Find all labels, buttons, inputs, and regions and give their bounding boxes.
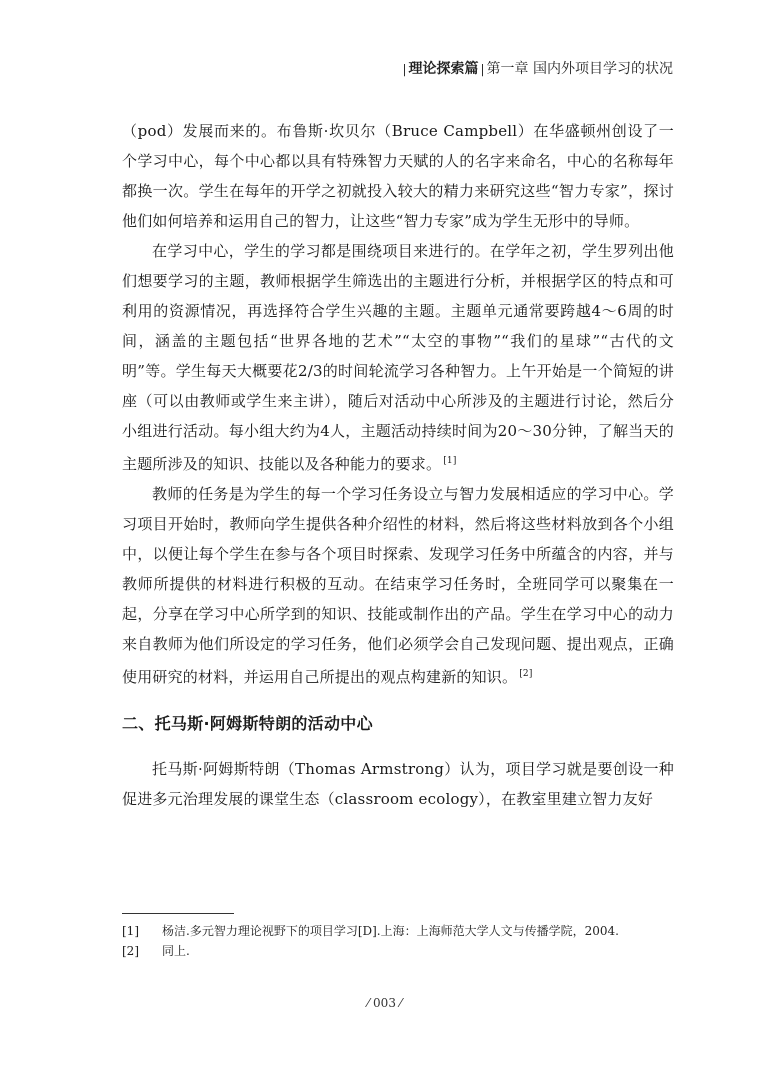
footnote-reference[interactable]: [1] bbox=[443, 456, 457, 466]
header-separator: | bbox=[402, 62, 407, 76]
paragraph bbox=[122, 116, 674, 236]
paragraph bbox=[122, 236, 674, 479]
paragraph bbox=[122, 754, 674, 814]
header-chapter-title: 第一章 国内外项目学习的状况 bbox=[486, 61, 673, 77]
footnote-reference[interactable]: [2] bbox=[519, 669, 533, 679]
footnote-text: 杨洁.多元智力理论视野下的项目学习[D].上海：上海师范大学人文与传播学院，2004. bbox=[162, 924, 619, 938]
footnote-mark: [2] bbox=[122, 944, 139, 958]
main-text bbox=[122, 116, 674, 814]
paragraph-text: 教师的任务是为学生的每一个学习任务设立与智力发展相适应的学习中心。学习项目开始时，教师向学生提供各种介绍性的材料，然后将这些材料放到各个小组中，以便让每个学生在参与各个项目时探索、发现学习任务中所蕴含的内容，并与教师所提供的材料进行积极的互动。在结束学习任务时，全班同学可以聚集在一起，分享在学习中心所学到的知识、技能或制作出的产品。学生在学习中心的动力来自教师为他们所设定的学习任务，他们必须学会自己发现问题、提出观点，正确使用研究的材料，并运用自己所提出的观点构建新的知识。 bbox=[122, 485, 674, 686]
running-header bbox=[400, 58, 673, 78]
footnote bbox=[122, 921, 682, 941]
header-part-title: 理论探索篇 bbox=[408, 61, 479, 77]
section-heading: 二、托马斯·阿姆斯特朗的活动中心 bbox=[122, 714, 373, 733]
page-number-ornament-left: ⁄ bbox=[367, 996, 374, 1010]
footnote-divider bbox=[122, 913, 234, 914]
paragraph-text: 在学习中心，学生的学习都是围绕项目来进行的。在学年之初，学生罗列出他们想要学习的主题，教师根据学生筛选出的主题进行分析，并根据学区的特点和可利用的资源情况，再选择符合学生兴趣的主题。主题单元通常要跨越4～6周的时间，涵盖的主题包括“世界各地的艺术”“太空的事物”“我们的星球”“古代的文明”等。学生每天大概要花2/3的时间轮流学习各种智力。上午开始是一个简短的讲座（可以由教师或学生来主讲），随后对活动中心所涉及的主题进行讨论，然后分小组进行活动。每小组大约为4人，主题活动持续时间为20～30分钟，了解当天的主题所涉及的知识、技能以及各种能力的要求。 bbox=[122, 242, 674, 473]
page-number bbox=[0, 996, 769, 1010]
footnote-text: 同上. bbox=[162, 944, 190, 958]
header-separator: | bbox=[480, 62, 485, 76]
paragraph bbox=[122, 479, 674, 692]
footnotes bbox=[122, 921, 682, 961]
paragraph-text: 托马斯·阿姆斯特朗（Thomas Armstrong）认为，项目学习就是要创设一种促进多元治理发展的课堂生态（classroom ecology），在教室里建立智力友好 bbox=[122, 760, 674, 808]
page-number-ornament-right: ⁄ bbox=[395, 996, 402, 1010]
footnote bbox=[122, 941, 682, 961]
page-number-value: 003 bbox=[373, 996, 396, 1010]
paragraph-text: （pod）发展而来的。布鲁斯·坎贝尔（Bruce Campbell）在华盛顿州创设了一个学习中心，每个中心都以具有特殊智力天赋的人的名字来命名，中心的名称每年都换一次。学生在每年的开学之初就投入较大的精力来研究这些“智力专家”，探讨他们如何培养和运用自己的智力，让这些“智力专家”成为学生无形中的导师。 bbox=[122, 122, 674, 230]
footnote-mark: [1] bbox=[122, 924, 139, 938]
